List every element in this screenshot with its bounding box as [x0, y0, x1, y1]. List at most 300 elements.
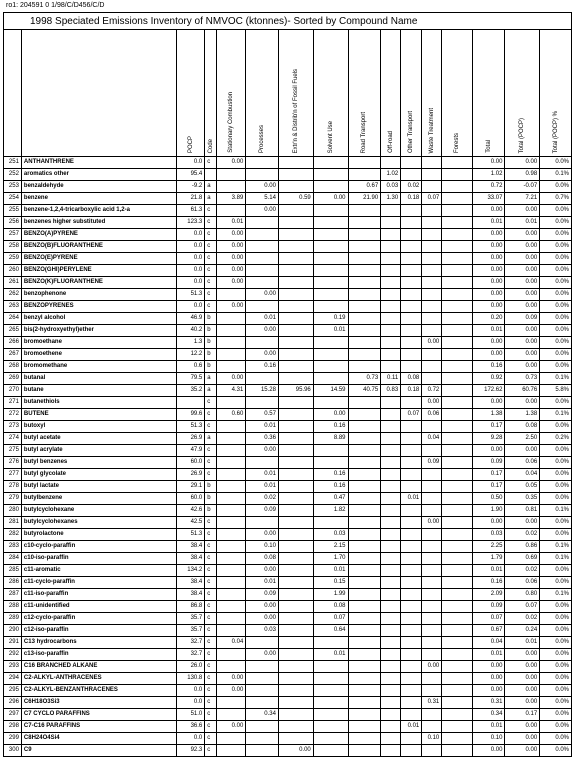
total: 0.00 — [472, 685, 505, 697]
processes: 0.00 — [246, 181, 279, 193]
stationary-combustion — [216, 397, 246, 409]
header-cell: Solvent Use — [313, 30, 348, 157]
total-pocp-percent: 0.0% — [540, 637, 572, 649]
row-index: 276 — [4, 457, 22, 469]
total: 0.72 — [472, 181, 505, 193]
table-row — [4, 529, 572, 541]
total: 0.00 — [472, 253, 505, 265]
row-index: 277 — [4, 469, 22, 481]
solvent-use — [313, 661, 348, 673]
pocp-value: 51.3 — [176, 529, 204, 541]
total-pocp-percent: 0.0% — [540, 721, 572, 733]
code-value: c — [205, 733, 217, 745]
extraction-distribution — [278, 313, 313, 325]
processes — [246, 169, 279, 181]
row-index: 292 — [4, 649, 22, 661]
road-transport — [348, 625, 381, 637]
pocp-value: 1.3 — [176, 337, 204, 349]
stationary-combustion: 0.00 — [216, 373, 246, 385]
processes — [246, 337, 279, 349]
solvent-use — [313, 445, 348, 457]
waste-treatment — [422, 349, 442, 361]
processes — [246, 673, 279, 685]
solvent-use — [313, 253, 348, 265]
solvent-use — [313, 721, 348, 733]
forests — [442, 469, 473, 481]
solvent-use: 1.82 — [313, 505, 348, 517]
pocp-value: 61.3 — [176, 205, 204, 217]
total-pocp-percent: 0.0% — [540, 349, 572, 361]
other-transport — [401, 481, 422, 493]
table-body — [4, 157, 572, 757]
solvent-use — [313, 361, 348, 373]
extraction-distribution — [278, 517, 313, 529]
processes: 5.14 — [246, 193, 279, 205]
off-road — [381, 433, 401, 445]
off-road: 0.11 — [381, 373, 401, 385]
road-transport — [348, 361, 381, 373]
other-transport — [401, 337, 422, 349]
table-row — [4, 253, 572, 265]
row-index: 252 — [4, 169, 22, 181]
waste-treatment — [422, 505, 442, 517]
total-pocp: 0.81 — [505, 505, 540, 517]
pocp-value: 21.8 — [176, 193, 204, 205]
total: 0.00 — [472, 661, 505, 673]
pocp-value: 12.2 — [176, 349, 204, 361]
other-transport — [401, 229, 422, 241]
other-transport — [401, 649, 422, 661]
road-transport — [348, 517, 381, 529]
row-index: 289 — [4, 613, 22, 625]
waste-treatment — [422, 613, 442, 625]
total: 0.67 — [472, 625, 505, 637]
compound-name: benzophenone — [21, 289, 176, 301]
off-road — [381, 673, 401, 685]
forests — [442, 733, 473, 745]
table-row — [4, 241, 572, 253]
processes — [246, 241, 279, 253]
code-value: c — [205, 205, 217, 217]
row-index: 269 — [4, 373, 22, 385]
road-transport — [348, 721, 381, 733]
other-transport — [401, 601, 422, 613]
stationary-combustion — [216, 661, 246, 673]
code-value: b — [205, 313, 217, 325]
stationary-combustion — [216, 733, 246, 745]
compound-name: bis(2-hydroxyethyl)ether — [21, 325, 176, 337]
solvent-use — [313, 229, 348, 241]
road-transport — [348, 673, 381, 685]
road-transport — [348, 697, 381, 709]
code-value: c — [205, 265, 217, 277]
forests — [442, 505, 473, 517]
stationary-combustion: 0.01 — [216, 217, 246, 229]
waste-treatment: 0.00 — [422, 337, 442, 349]
total-pocp-percent: 0.0% — [540, 301, 572, 313]
pocp-value: 40.2 — [176, 325, 204, 337]
off-road — [381, 361, 401, 373]
off-road — [381, 445, 401, 457]
total-pocp-percent: 0.0% — [540, 289, 572, 301]
total-pocp-percent: 0.0% — [540, 313, 572, 325]
code-value: c — [205, 253, 217, 265]
compound-name: butyl benzenes — [21, 457, 176, 469]
other-transport — [401, 421, 422, 433]
total: 0.00 — [472, 673, 505, 685]
compound-name: BENZO(B)FLUORANTHENE — [21, 241, 176, 253]
table-row — [4, 697, 572, 709]
road-transport — [348, 265, 381, 277]
forests — [442, 217, 473, 229]
code-value: c — [205, 301, 217, 313]
total: 0.00 — [472, 517, 505, 529]
processes — [246, 685, 279, 697]
road-transport — [348, 685, 381, 697]
waste-treatment — [422, 577, 442, 589]
total-pocp-percent: 0.1% — [540, 409, 572, 421]
forests — [442, 745, 473, 757]
forests — [442, 337, 473, 349]
stationary-combustion — [216, 517, 246, 529]
stationary-combustion — [216, 313, 246, 325]
row-index: 273 — [4, 421, 22, 433]
table-row — [4, 217, 572, 229]
total: 0.03 — [472, 529, 505, 541]
total: 0.01 — [472, 325, 505, 337]
stationary-combustion — [216, 505, 246, 517]
processes: 0.57 — [246, 409, 279, 421]
other-transport — [401, 565, 422, 577]
waste-treatment — [422, 301, 442, 313]
other-transport — [401, 589, 422, 601]
extraction-distribution — [278, 625, 313, 637]
total-pocp-percent: 0.0% — [540, 469, 572, 481]
total: 0.01 — [472, 649, 505, 661]
waste-treatment — [422, 649, 442, 661]
table-row — [4, 565, 572, 577]
road-transport — [348, 229, 381, 241]
table-row — [4, 721, 572, 733]
pocp-value: 86.8 — [176, 601, 204, 613]
total: 0.17 — [472, 481, 505, 493]
total-pocp: 60.76 — [505, 385, 540, 397]
road-transport — [348, 169, 381, 181]
stationary-combustion — [216, 469, 246, 481]
forests — [442, 613, 473, 625]
extraction-distribution — [278, 373, 313, 385]
solvent-use: 0.00 — [313, 193, 348, 205]
stationary-combustion — [216, 349, 246, 361]
compound-name: butyl acetate — [21, 433, 176, 445]
pocp-value: 46.9 — [176, 313, 204, 325]
table-row — [4, 397, 572, 409]
solvent-use: 0.16 — [313, 481, 348, 493]
total-pocp-percent: 0.0% — [540, 649, 572, 661]
compound-name: butyl lactate — [21, 481, 176, 493]
total-pocp: -0.07 — [505, 181, 540, 193]
total-pocp-percent: 0.0% — [540, 529, 572, 541]
total: 0.09 — [472, 601, 505, 613]
other-transport: 0.08 — [401, 373, 422, 385]
total: 0.10 — [472, 733, 505, 745]
total-pocp-percent: 0.0% — [540, 325, 572, 337]
total-pocp: 0.02 — [505, 565, 540, 577]
stationary-combustion — [216, 577, 246, 589]
total-pocp: 0.04 — [505, 469, 540, 481]
compound-name: butyl acrylate — [21, 445, 176, 457]
extraction-distribution — [278, 697, 313, 709]
pocp-value: 26.0 — [176, 661, 204, 673]
compound-name: butyrolactone — [21, 529, 176, 541]
road-transport — [348, 745, 381, 757]
solvent-use: 0.01 — [313, 325, 348, 337]
waste-treatment — [422, 493, 442, 505]
extraction-distribution — [278, 433, 313, 445]
total-pocp: 0.00 — [505, 445, 540, 457]
total-pocp-percent: 0.2% — [540, 433, 572, 445]
total: 0.20 — [472, 313, 505, 325]
other-transport — [401, 457, 422, 469]
processes — [246, 229, 279, 241]
compound-name: BENZO(K)FLUORANTHENE — [21, 277, 176, 289]
total-pocp: 0.98 — [505, 169, 540, 181]
other-transport — [401, 277, 422, 289]
road-transport — [348, 541, 381, 553]
table-row — [4, 325, 572, 337]
extraction-distribution — [278, 505, 313, 517]
waste-treatment — [422, 745, 442, 757]
row-index: 294 — [4, 673, 22, 685]
total-pocp: 0.00 — [505, 337, 540, 349]
forests — [442, 493, 473, 505]
total: 2.25 — [472, 541, 505, 553]
compound-name: BENZO(E)PYRENE — [21, 253, 176, 265]
road-transport — [348, 565, 381, 577]
forests — [442, 433, 473, 445]
stationary-combustion — [216, 493, 246, 505]
total-pocp-percent: 0.0% — [540, 517, 572, 529]
off-road — [381, 721, 401, 733]
total: 0.00 — [472, 229, 505, 241]
solvent-use: 0.64 — [313, 625, 348, 637]
compound-name: benzene-1,2,4-tricarboxylic acid 1,2-a — [21, 205, 176, 217]
pocp-value: 51.3 — [176, 421, 204, 433]
compound-name: benzene — [21, 193, 176, 205]
compound-name: c11-aromatic — [21, 565, 176, 577]
road-transport — [348, 421, 381, 433]
other-transport — [401, 397, 422, 409]
forests — [442, 229, 473, 241]
forests — [442, 565, 473, 577]
total-pocp-percent: 0.0% — [540, 181, 572, 193]
forests — [442, 193, 473, 205]
road-transport — [348, 661, 381, 673]
row-index: 257 — [4, 229, 22, 241]
processes — [246, 217, 279, 229]
table-row — [4, 673, 572, 685]
waste-treatment — [422, 589, 442, 601]
total-pocp-percent: 0.0% — [540, 565, 572, 577]
extraction-distribution — [278, 553, 313, 565]
waste-treatment: 0.00 — [422, 661, 442, 673]
code-value: c — [205, 673, 217, 685]
compound-name: C8H24O4Si4 — [21, 733, 176, 745]
total-pocp-percent: 0.0% — [540, 157, 572, 169]
forests — [442, 517, 473, 529]
road-transport — [348, 277, 381, 289]
forests — [442, 541, 473, 553]
forests — [442, 409, 473, 421]
table-row — [4, 169, 572, 181]
waste-treatment — [422, 313, 442, 325]
forests — [442, 445, 473, 457]
forests — [442, 325, 473, 337]
compound-name: C2-ALKYL-BENZANTHRACENES — [21, 685, 176, 697]
off-road — [381, 541, 401, 553]
other-transport — [401, 529, 422, 541]
other-transport — [401, 289, 422, 301]
forests — [442, 421, 473, 433]
extraction-distribution — [278, 241, 313, 253]
stationary-combustion — [216, 709, 246, 721]
code-value: b — [205, 325, 217, 337]
stationary-combustion — [216, 205, 246, 217]
processes: 0.01 — [246, 313, 279, 325]
table-row — [4, 493, 572, 505]
compound-name: BUTENE — [21, 409, 176, 421]
other-transport — [401, 541, 422, 553]
code-value: c — [205, 445, 217, 457]
off-road — [381, 457, 401, 469]
compound-name: butoxyl — [21, 421, 176, 433]
waste-treatment — [422, 553, 442, 565]
off-road — [381, 265, 401, 277]
other-transport: 0.02 — [401, 181, 422, 193]
forests — [442, 637, 473, 649]
pocp-value: 42.5 — [176, 517, 204, 529]
pocp-value: 32.7 — [176, 637, 204, 649]
compound-name: C2-ALKYL-ANTHRACENES — [21, 673, 176, 685]
pocp-value: 35.7 — [176, 613, 204, 625]
table-row — [4, 709, 572, 721]
solvent-use: 8.89 — [313, 433, 348, 445]
extraction-distribution — [278, 205, 313, 217]
extraction-distribution — [278, 421, 313, 433]
pocp-value: 0.0 — [176, 277, 204, 289]
pocp-value: 60.0 — [176, 457, 204, 469]
waste-treatment — [422, 637, 442, 649]
row-index: 270 — [4, 385, 22, 397]
forests — [442, 397, 473, 409]
code-value: c — [205, 697, 217, 709]
table-row — [4, 181, 572, 193]
total-pocp: 0.05 — [505, 481, 540, 493]
solvent-use — [313, 637, 348, 649]
total-pocp: 2.50 — [505, 433, 540, 445]
off-road — [381, 637, 401, 649]
processes — [246, 721, 279, 733]
pocp-value: 0.0 — [176, 253, 204, 265]
stationary-combustion — [216, 181, 246, 193]
extraction-distribution: 0.00 — [278, 745, 313, 757]
waste-treatment — [422, 565, 442, 577]
forests — [442, 265, 473, 277]
processes: 0.00 — [246, 649, 279, 661]
total-pocp-percent: 0.0% — [540, 733, 572, 745]
extraction-distribution — [278, 637, 313, 649]
code-value: b — [205, 481, 217, 493]
table-row — [4, 625, 572, 637]
document-reference: ro1: 204591 0 1/98/C/D456/C/D — [6, 2, 105, 9]
extraction-distribution — [278, 361, 313, 373]
table-row — [4, 445, 572, 457]
compound-name: bromoethane — [21, 337, 176, 349]
processes — [246, 253, 279, 265]
table-row — [4, 349, 572, 361]
off-road — [381, 349, 401, 361]
compound-name: c12-iso-paraffin — [21, 625, 176, 637]
processes: 0.01 — [246, 481, 279, 493]
total: 172.62 — [472, 385, 505, 397]
total: 0.31 — [472, 697, 505, 709]
table-row — [4, 481, 572, 493]
row-index: 279 — [4, 493, 22, 505]
total: 0.09 — [472, 457, 505, 469]
pocp-value: 29.1 — [176, 481, 204, 493]
row-index: 258 — [4, 241, 22, 253]
table-row — [4, 457, 572, 469]
total-pocp-percent: 0.1% — [540, 589, 572, 601]
waste-treatment — [422, 361, 442, 373]
total: 0.17 — [472, 421, 505, 433]
table-row — [4, 337, 572, 349]
waste-treatment: 0.06 — [422, 409, 442, 421]
total: 0.00 — [472, 205, 505, 217]
stationary-combustion: 0.00 — [216, 673, 246, 685]
forests — [442, 697, 473, 709]
off-road — [381, 289, 401, 301]
total: 0.50 — [472, 493, 505, 505]
code-value: c — [205, 613, 217, 625]
table-row — [4, 685, 572, 697]
off-road — [381, 241, 401, 253]
off-road — [381, 577, 401, 589]
pocp-value — [176, 397, 204, 409]
pocp-value: 0.0 — [176, 697, 204, 709]
other-transport — [401, 709, 422, 721]
processes — [246, 373, 279, 385]
pocp-value: 47.9 — [176, 445, 204, 457]
compound-name: benzaldehyde — [21, 181, 176, 193]
table-row — [4, 517, 572, 529]
solvent-use — [313, 457, 348, 469]
waste-treatment — [422, 169, 442, 181]
forests — [442, 577, 473, 589]
stationary-combustion: 0.60 — [216, 409, 246, 421]
other-transport — [401, 157, 422, 169]
total: 0.00 — [472, 349, 505, 361]
table-row — [4, 601, 572, 613]
total: 33.07 — [472, 193, 505, 205]
waste-treatment: 0.04 — [422, 433, 442, 445]
solvent-use — [313, 733, 348, 745]
solvent-use: 2.15 — [313, 541, 348, 553]
processes: 0.09 — [246, 505, 279, 517]
other-transport — [401, 625, 422, 637]
off-road — [381, 157, 401, 169]
row-index: 295 — [4, 685, 22, 697]
